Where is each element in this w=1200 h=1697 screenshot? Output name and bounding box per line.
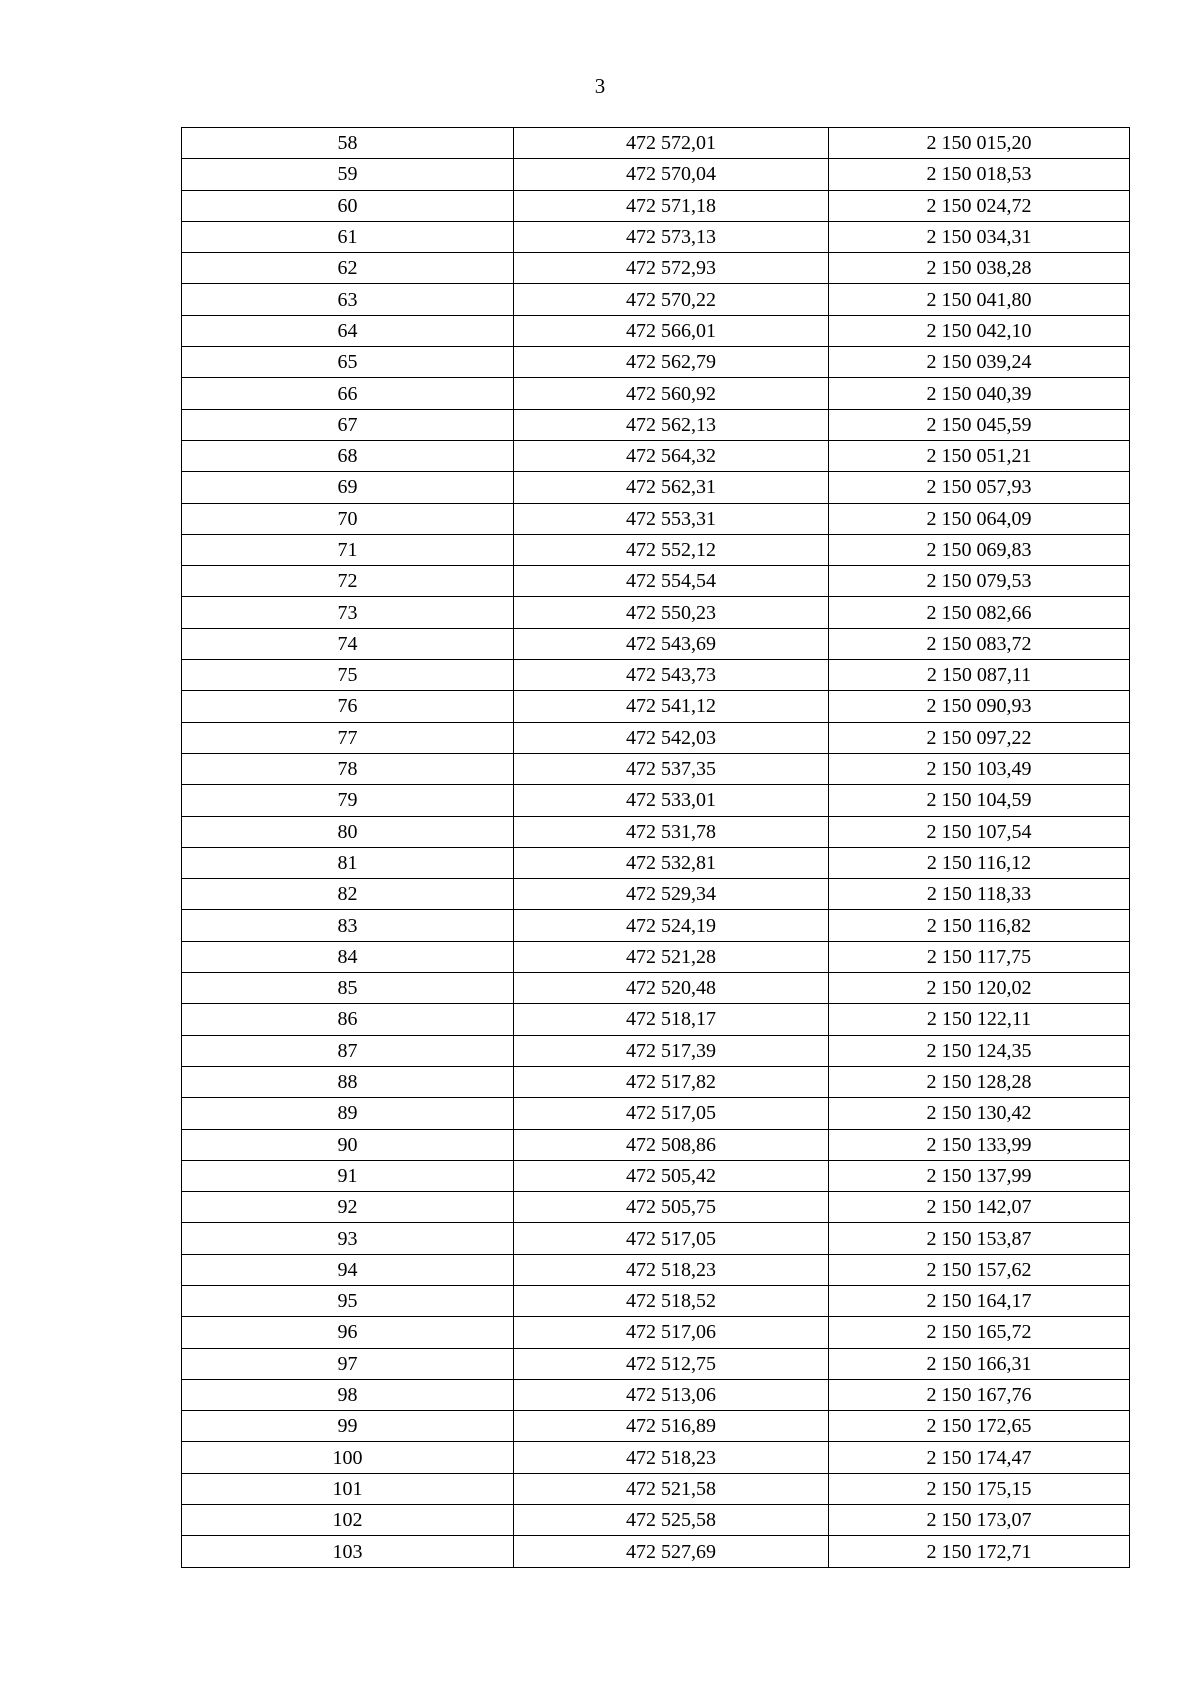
table-row (182, 847, 1130, 878)
table-row (182, 159, 1130, 190)
y-coordinate-cell: 2 150 164,17 (829, 1285, 1130, 1316)
y-coordinate-cell: 2 150 165,72 (829, 1317, 1130, 1348)
x-coordinate-cell: 472 521,28 (514, 941, 829, 972)
point-number-cell: 68 (182, 440, 514, 471)
y-coordinate-cell: 2 150 133,99 (829, 1129, 1130, 1160)
x-coordinate-cell: 472 573,13 (514, 221, 829, 252)
x-coordinate-cell: 472 562,13 (514, 409, 829, 440)
point-number-cell: 84 (182, 941, 514, 972)
x-coordinate-cell: 472 505,42 (514, 1160, 829, 1191)
x-coordinate-cell: 472 560,92 (514, 378, 829, 409)
x-coordinate-cell: 472 572,01 (514, 128, 829, 159)
x-coordinate-cell: 472 550,23 (514, 597, 829, 628)
table-row (182, 1098, 1130, 1129)
x-coordinate-cell: 472 562,79 (514, 347, 829, 378)
x-coordinate-cell: 472 562,31 (514, 472, 829, 503)
point-number-cell: 99 (182, 1411, 514, 1442)
point-number-cell: 97 (182, 1348, 514, 1379)
table-row (182, 628, 1130, 659)
table-row (182, 660, 1130, 691)
coordinates-table (181, 127, 1130, 1568)
y-coordinate-cell: 2 150 166,31 (829, 1348, 1130, 1379)
table-row (182, 315, 1130, 346)
point-number-cell: 98 (182, 1379, 514, 1410)
x-coordinate-cell: 472 571,18 (514, 190, 829, 221)
table-row (182, 1223, 1130, 1254)
table-row (182, 534, 1130, 565)
y-coordinate-cell: 2 150 069,83 (829, 534, 1130, 565)
y-coordinate-cell: 2 150 038,28 (829, 253, 1130, 284)
x-coordinate-cell: 472 521,58 (514, 1473, 829, 1504)
point-number-cell: 65 (182, 347, 514, 378)
table-row (182, 1536, 1130, 1567)
table-row (182, 941, 1130, 972)
point-number-cell: 92 (182, 1192, 514, 1223)
point-number-cell: 96 (182, 1317, 514, 1348)
y-coordinate-cell: 2 150 045,59 (829, 409, 1130, 440)
y-coordinate-cell: 2 150 122,11 (829, 1004, 1130, 1035)
y-coordinate-cell: 2 150 142,07 (829, 1192, 1130, 1223)
y-coordinate-cell: 2 150 104,59 (829, 785, 1130, 816)
point-number-cell: 66 (182, 378, 514, 409)
y-coordinate-cell: 2 150 083,72 (829, 628, 1130, 659)
y-coordinate-cell: 2 150 087,11 (829, 660, 1130, 691)
point-number-cell: 76 (182, 691, 514, 722)
x-coordinate-cell: 472 520,48 (514, 973, 829, 1004)
point-number-cell: 95 (182, 1285, 514, 1316)
point-number-cell: 62 (182, 253, 514, 284)
x-coordinate-cell: 472 537,35 (514, 753, 829, 784)
point-number-cell: 73 (182, 597, 514, 628)
point-number-cell: 100 (182, 1442, 514, 1473)
point-number-cell: 83 (182, 910, 514, 941)
table-row (182, 1004, 1130, 1035)
point-number-cell: 71 (182, 534, 514, 565)
point-number-cell: 61 (182, 221, 514, 252)
table-row (182, 1411, 1130, 1442)
point-number-cell: 67 (182, 409, 514, 440)
point-number-cell: 85 (182, 973, 514, 1004)
point-number-cell: 82 (182, 879, 514, 910)
y-coordinate-cell: 2 150 090,93 (829, 691, 1130, 722)
y-coordinate-cell: 2 150 130,42 (829, 1098, 1130, 1129)
x-coordinate-cell: 472 524,19 (514, 910, 829, 941)
table-row (182, 785, 1130, 816)
x-coordinate-cell: 472 517,82 (514, 1066, 829, 1097)
table-row (182, 722, 1130, 753)
coordinates-table-body (182, 128, 1130, 1568)
point-number-cell: 81 (182, 847, 514, 878)
x-coordinate-cell: 472 572,93 (514, 253, 829, 284)
page-number: 3 (594, 74, 606, 98)
x-coordinate-cell: 472 525,58 (514, 1505, 829, 1536)
table-row (182, 816, 1130, 847)
y-coordinate-cell: 2 150 034,31 (829, 221, 1130, 252)
x-coordinate-cell: 472 553,31 (514, 503, 829, 534)
table-row (182, 1066, 1130, 1097)
y-coordinate-cell: 2 150 172,65 (829, 1411, 1130, 1442)
table-row (182, 221, 1130, 252)
table-row (182, 472, 1130, 503)
x-coordinate-cell: 472 508,86 (514, 1129, 829, 1160)
table-row (182, 1035, 1130, 1066)
x-coordinate-cell: 472 533,01 (514, 785, 829, 816)
x-coordinate-cell: 472 570,04 (514, 159, 829, 190)
y-coordinate-cell: 2 150 107,54 (829, 816, 1130, 847)
x-coordinate-cell: 472 518,23 (514, 1442, 829, 1473)
point-number-cell: 60 (182, 190, 514, 221)
point-number-cell: 74 (182, 628, 514, 659)
table-row (182, 378, 1130, 409)
x-coordinate-cell: 472 505,75 (514, 1192, 829, 1223)
point-number-cell: 79 (182, 785, 514, 816)
x-coordinate-cell: 472 517,05 (514, 1098, 829, 1129)
y-coordinate-cell: 2 150 118,33 (829, 879, 1130, 910)
table-row (182, 253, 1130, 284)
table-row (182, 973, 1130, 1004)
y-coordinate-cell: 2 150 174,47 (829, 1442, 1130, 1473)
y-coordinate-cell: 2 150 051,21 (829, 440, 1130, 471)
x-coordinate-cell: 472 518,17 (514, 1004, 829, 1035)
y-coordinate-cell: 2 150 042,10 (829, 315, 1130, 346)
table-row (182, 409, 1130, 440)
x-coordinate-cell: 472 516,89 (514, 1411, 829, 1442)
point-number-cell: 70 (182, 503, 514, 534)
point-number-cell: 59 (182, 159, 514, 190)
x-coordinate-cell: 472 527,69 (514, 1536, 829, 1567)
point-number-cell: 58 (182, 128, 514, 159)
point-number-cell: 91 (182, 1160, 514, 1191)
point-number-cell: 64 (182, 315, 514, 346)
y-coordinate-cell: 2 150 153,87 (829, 1223, 1130, 1254)
x-coordinate-cell: 472 566,01 (514, 315, 829, 346)
point-number-cell: 72 (182, 566, 514, 597)
y-coordinate-cell: 2 150 024,72 (829, 190, 1130, 221)
y-coordinate-cell: 2 150 117,75 (829, 941, 1130, 972)
point-number-cell: 75 (182, 660, 514, 691)
table-row (182, 1254, 1130, 1285)
point-number-cell: 77 (182, 722, 514, 753)
x-coordinate-cell: 472 518,23 (514, 1254, 829, 1285)
x-coordinate-cell: 472 542,03 (514, 722, 829, 753)
table-row (182, 691, 1130, 722)
x-coordinate-cell: 472 512,75 (514, 1348, 829, 1379)
table-row (182, 1442, 1130, 1473)
table-row (182, 1473, 1130, 1504)
x-coordinate-cell: 472 513,06 (514, 1379, 829, 1410)
point-number-cell: 101 (182, 1473, 514, 1504)
table-row (182, 1379, 1130, 1410)
point-number-cell: 63 (182, 284, 514, 315)
table-row (182, 566, 1130, 597)
y-coordinate-cell: 2 150 137,99 (829, 1160, 1130, 1191)
y-coordinate-cell: 2 150 116,12 (829, 847, 1130, 878)
x-coordinate-cell: 472 541,12 (514, 691, 829, 722)
y-coordinate-cell: 2 150 167,76 (829, 1379, 1130, 1410)
table-row (182, 910, 1130, 941)
table-row (182, 347, 1130, 378)
y-coordinate-cell: 2 150 041,80 (829, 284, 1130, 315)
point-number-cell: 94 (182, 1254, 514, 1285)
point-number-cell: 93 (182, 1223, 514, 1254)
y-coordinate-cell: 2 150 015,20 (829, 128, 1130, 159)
table-row (182, 879, 1130, 910)
y-coordinate-cell: 2 150 175,15 (829, 1473, 1130, 1504)
x-coordinate-cell: 472 564,32 (514, 440, 829, 471)
y-coordinate-cell: 2 150 103,49 (829, 753, 1130, 784)
table-row (182, 1348, 1130, 1379)
x-coordinate-cell: 472 531,78 (514, 816, 829, 847)
point-number-cell: 87 (182, 1035, 514, 1066)
point-number-cell: 90 (182, 1129, 514, 1160)
point-number-cell: 78 (182, 753, 514, 784)
x-coordinate-cell: 472 529,34 (514, 879, 829, 910)
x-coordinate-cell: 472 552,12 (514, 534, 829, 565)
x-coordinate-cell: 472 517,05 (514, 1223, 829, 1254)
table-row (182, 128, 1130, 159)
y-coordinate-cell: 2 150 082,66 (829, 597, 1130, 628)
x-coordinate-cell: 472 532,81 (514, 847, 829, 878)
table-row (182, 1192, 1130, 1223)
y-coordinate-cell: 2 150 040,39 (829, 378, 1130, 409)
table-row (182, 190, 1130, 221)
x-coordinate-cell: 472 517,39 (514, 1035, 829, 1066)
y-coordinate-cell: 2 150 097,22 (829, 722, 1130, 753)
point-number-cell: 103 (182, 1536, 514, 1567)
point-number-cell: 86 (182, 1004, 514, 1035)
y-coordinate-cell: 2 150 120,02 (829, 973, 1130, 1004)
point-number-cell: 102 (182, 1505, 514, 1536)
y-coordinate-cell: 2 150 064,09 (829, 503, 1130, 534)
y-coordinate-cell: 2 150 079,53 (829, 566, 1130, 597)
table-row (182, 440, 1130, 471)
table-row (182, 1317, 1130, 1348)
x-coordinate-cell: 472 518,52 (514, 1285, 829, 1316)
table-row (182, 597, 1130, 628)
y-coordinate-cell: 2 150 039,24 (829, 347, 1130, 378)
table-row (182, 284, 1130, 315)
table-row (182, 753, 1130, 784)
x-coordinate-cell: 472 543,73 (514, 660, 829, 691)
y-coordinate-cell: 2 150 172,71 (829, 1536, 1130, 1567)
x-coordinate-cell: 472 517,06 (514, 1317, 829, 1348)
y-coordinate-cell: 2 150 128,28 (829, 1066, 1130, 1097)
point-number-cell: 88 (182, 1066, 514, 1097)
table-row (182, 1505, 1130, 1536)
y-coordinate-cell: 2 150 157,62 (829, 1254, 1130, 1285)
table-row (182, 1129, 1130, 1160)
point-number-cell: 89 (182, 1098, 514, 1129)
table-row (182, 1160, 1130, 1191)
y-coordinate-cell: 2 150 018,53 (829, 159, 1130, 190)
y-coordinate-cell: 2 150 173,07 (829, 1505, 1130, 1536)
x-coordinate-cell: 472 543,69 (514, 628, 829, 659)
table-row (182, 1285, 1130, 1316)
point-number-cell: 69 (182, 472, 514, 503)
y-coordinate-cell: 2 150 057,93 (829, 472, 1130, 503)
x-coordinate-cell: 472 570,22 (514, 284, 829, 315)
y-coordinate-cell: 2 150 116,82 (829, 910, 1130, 941)
x-coordinate-cell: 472 554,54 (514, 566, 829, 597)
point-number-cell: 80 (182, 816, 514, 847)
table-row (182, 503, 1130, 534)
y-coordinate-cell: 2 150 124,35 (829, 1035, 1130, 1066)
